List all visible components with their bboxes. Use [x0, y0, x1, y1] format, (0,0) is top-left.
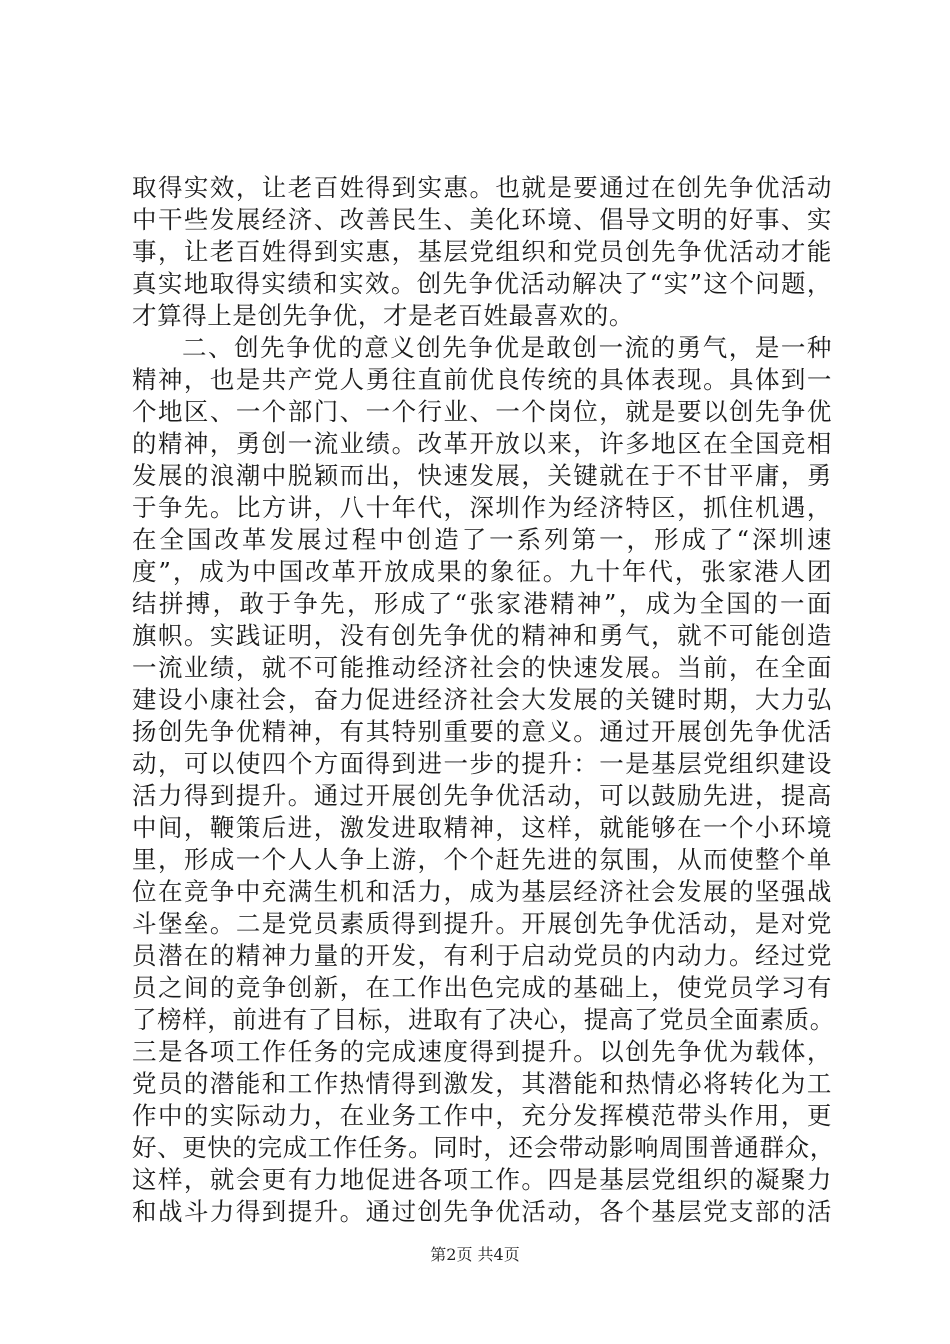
text-line: 发展的浪潮中脱颖而出，快速发展，关键就在于不甘平庸，勇	[132, 461, 832, 490]
text-line: 里，形成一个人人争上游，个个赶先进的氛围，从而使整个单	[132, 845, 832, 874]
text-line: 真实地取得实绩和实效。创先争优活动解决了“实”这个问题，	[132, 269, 832, 298]
text-line: 位在竞争中充满生机和活力，成为基层经济社会发展的坚强战	[132, 877, 832, 906]
paragraph-heading-line: 二、创先争优的意义创先争优是敢创一流的勇气，是一种	[182, 333, 832, 362]
text-line: 三是各项工作任务的完成速度得到提升。以创先争优为载体，	[132, 1037, 832, 1066]
text-line: 事，让老百姓得到实惠，基层党组织和党员创先争优活动才能	[132, 237, 832, 266]
text-line: 和战斗力得到提升。通过创先争优活动，各个基层党支部的活	[132, 1197, 832, 1226]
text-line: 员潜在的精神力量的开发，有利于启动党员的内动力。经过党	[132, 941, 832, 970]
text-line: 个地区、一个部门、一个行业、一个岗位，就是要以创先争优	[132, 397, 832, 426]
text-line: 一流业绩，就不可能推动经济社会的快速发展。当前，在全面	[132, 653, 832, 682]
page-number-footer: 第2页 共4页	[430, 1245, 520, 1264]
text-line: 作中的实际动力，在业务工作中，充分发挥模范带头作用，更	[132, 1101, 832, 1130]
text-line: 好、更快的完成工作任务。同时，还会带动影响周围普通群众，	[132, 1133, 835, 1162]
body-text	[132, 172, 835, 1228]
text-line: 于争先。比方讲，八十年代，深圳作为经济特区，抓住机遇，	[132, 493, 832, 522]
text-line: 扬创先争优精神，有其特别重要的意义。通过开展创先争优活	[132, 717, 832, 746]
text-line: 才算得上是创先争优，才是老百姓最喜欢的。	[132, 301, 634, 330]
text-line: 精神，也是共产党人勇往直前优良传统的具体表现。具体到一	[132, 365, 832, 394]
text-line: 在全国改革发展过程中创造了一系列第一，形成了“深圳速	[132, 525, 832, 554]
text-line: 的精神，勇创一流业绩。改革开放以来，许多地区在全国竞相	[132, 429, 832, 458]
text-line: 斗堡垒。二是党员素质得到提升。开展创先争优活动，是对党	[132, 909, 832, 938]
text-line: 党员的潜能和工作热情得到激发，其潜能和热情必将转化为工	[132, 1069, 832, 1098]
text-line: 动，可以使四个方面得到进一步的提升：一是基层党组织建设	[132, 749, 832, 778]
text-line: 活力得到提升。通过开展创先争优活动，可以鼓励先进，提高	[132, 781, 832, 810]
text-line: 了榜样，前进有了目标，进取有了决心，提高了党员全面素质。	[132, 1005, 835, 1034]
text-line: 取得实效，让老百姓得到实惠。也就是要通过在创先争优活动	[132, 173, 832, 202]
text-line: 员之间的竞争创新，在工作出色完成的基础上，使党员学习有	[132, 973, 832, 1002]
text-line: 旗帜。实践证明，没有创先争优的精神和勇气，就不可能创造	[132, 621, 832, 650]
text-line: 这样，就会更有力地促进各项工作。四是基层党组织的凝聚力	[132, 1165, 832, 1194]
text-line: 结拼搏，敢于争先，形成了“张家港精神”，成为全国的一面	[132, 589, 832, 618]
text-line: 中间，鞭策后进，激发进取精神，这样，就能够在一个小环境	[132, 813, 832, 842]
text-line: 度”，成为中国改革开放成果的象征。九十年代，张家港人团	[132, 557, 832, 586]
text-line: 中干些发展经济、改善民生、美化环境、倡导文明的好事、实	[132, 205, 832, 234]
text-line: 建设小康社会，奋力促进经济社会大发展的关键时期，大力弘	[132, 685, 832, 714]
